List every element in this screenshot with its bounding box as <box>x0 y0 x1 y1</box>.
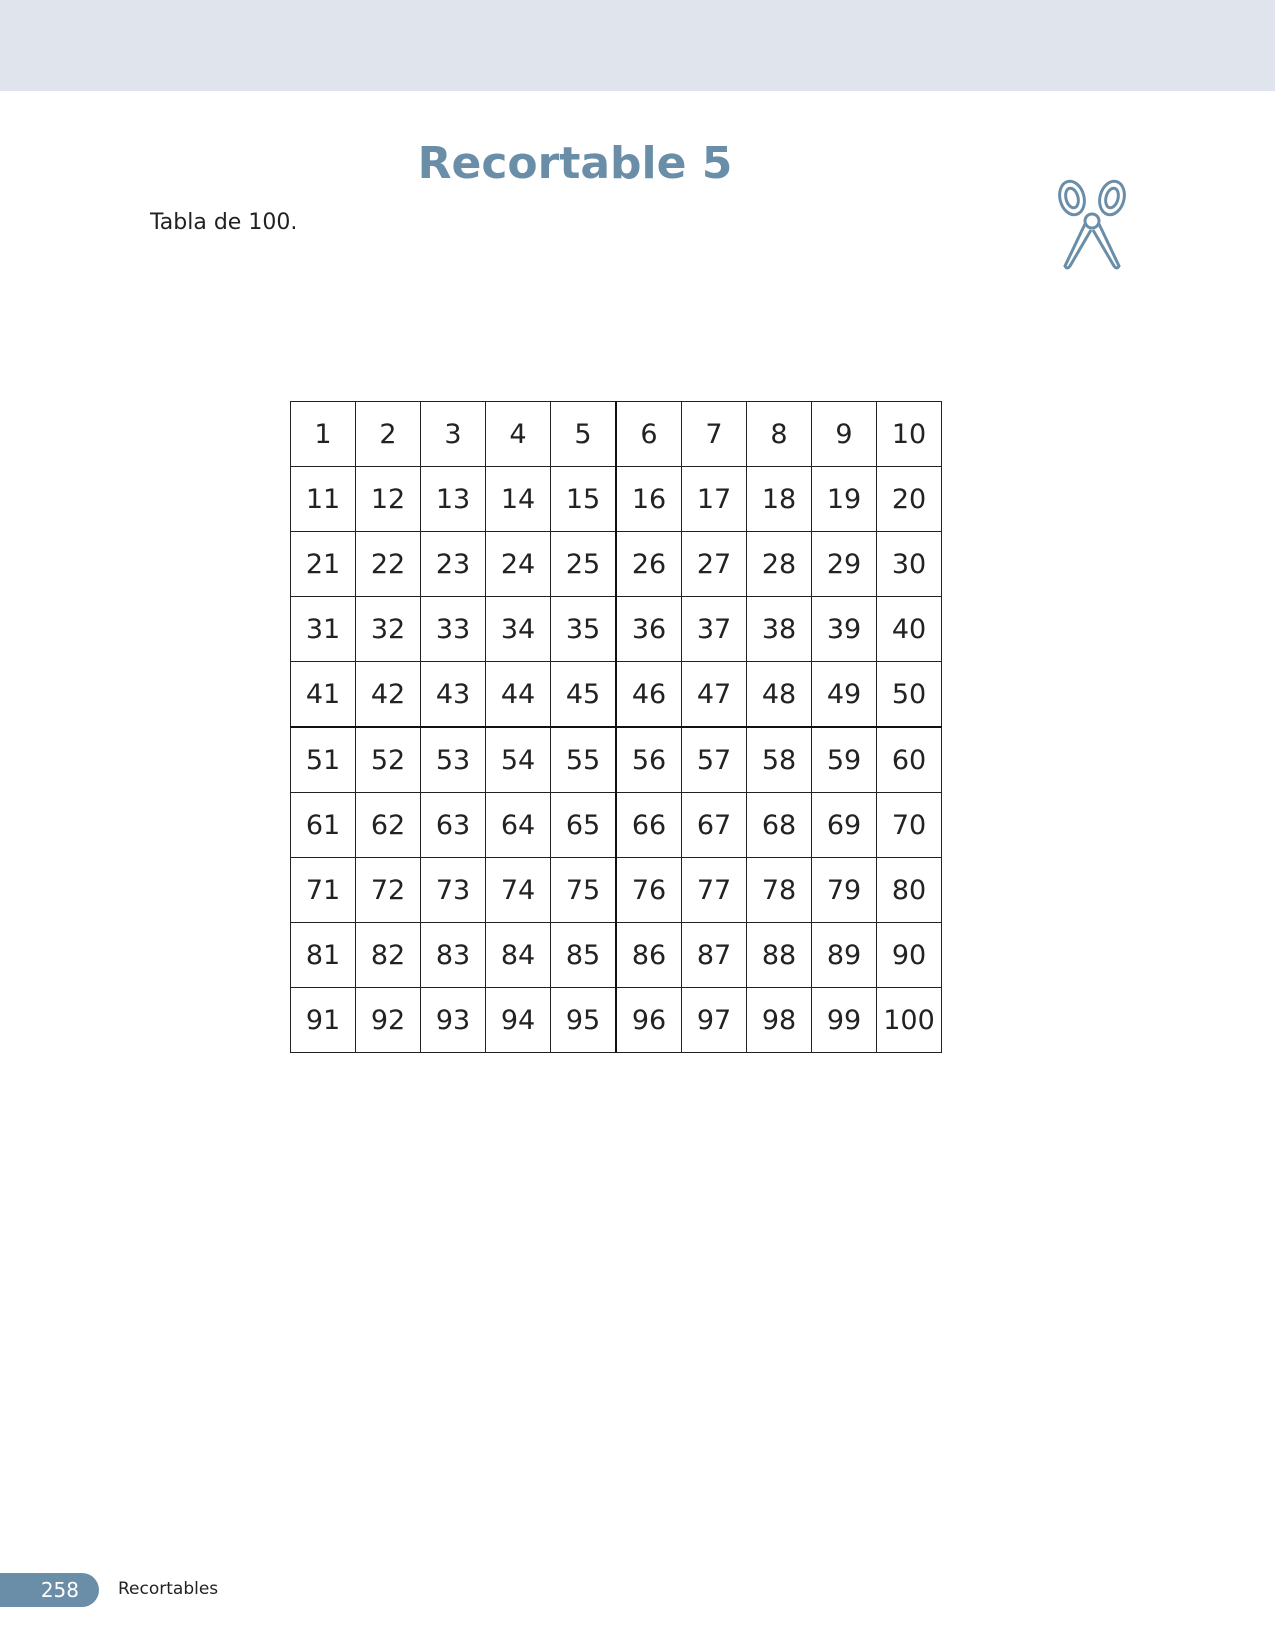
table-cell: 98 <box>747 988 812 1053</box>
table-cell: 71 <box>291 858 356 923</box>
table-cell: 13 <box>421 467 486 532</box>
table-cell: 66 <box>616 793 682 858</box>
table-cell: 80 <box>877 858 942 923</box>
table-cell: 7 <box>682 402 747 467</box>
table-cell: 31 <box>291 597 356 662</box>
table-cell: 26 <box>616 532 682 597</box>
table-cell: 19 <box>812 467 877 532</box>
table-cell: 92 <box>356 988 421 1053</box>
section-label: Recortables <box>118 1579 219 1599</box>
table-cell: 35 <box>551 597 617 662</box>
table-cell: 48 <box>747 662 812 728</box>
table-cell: 77 <box>682 858 747 923</box>
page-number: 258 <box>0 1573 99 1607</box>
scissors-icon <box>1055 178 1129 273</box>
table-row <box>291 532 942 597</box>
table-cell: 34 <box>486 597 551 662</box>
table-row <box>291 858 942 923</box>
table-cell: 78 <box>747 858 812 923</box>
table-cell: 29 <box>812 532 877 597</box>
table-cell: 43 <box>421 662 486 728</box>
table-cell: 9 <box>812 402 877 467</box>
table-cell: 79 <box>812 858 877 923</box>
table-row <box>291 727 942 793</box>
table-cell: 72 <box>356 858 421 923</box>
table-cell: 45 <box>551 662 617 728</box>
table-cell: 74 <box>486 858 551 923</box>
table-row <box>291 793 942 858</box>
table-cell: 42 <box>356 662 421 728</box>
table-cell: 10 <box>877 402 942 467</box>
table-cell: 6 <box>616 402 682 467</box>
table-cell: 99 <box>812 988 877 1053</box>
table-cell: 40 <box>877 597 942 662</box>
page-subtitle: Tabla de 100. <box>150 210 298 235</box>
table-cell: 94 <box>486 988 551 1053</box>
table-cell: 23 <box>421 532 486 597</box>
table-cell: 54 <box>486 727 551 793</box>
table-cell: 64 <box>486 793 551 858</box>
table-cell: 96 <box>616 988 682 1053</box>
table-cell: 33 <box>421 597 486 662</box>
table-cell: 14 <box>486 467 551 532</box>
table-cell: 91 <box>291 988 356 1053</box>
table-cell: 37 <box>682 597 747 662</box>
table-cell: 2 <box>356 402 421 467</box>
table-cell: 85 <box>551 923 617 988</box>
table-cell: 39 <box>812 597 877 662</box>
table-cell: 97 <box>682 988 747 1053</box>
table-cell: 70 <box>877 793 942 858</box>
table-cell: 38 <box>747 597 812 662</box>
table-cell: 20 <box>877 467 942 532</box>
table-cell: 75 <box>551 858 617 923</box>
table-cell: 90 <box>877 923 942 988</box>
table-cell: 36 <box>616 597 682 662</box>
top-band <box>0 0 1275 91</box>
table-cell: 73 <box>421 858 486 923</box>
table-cell: 62 <box>356 793 421 858</box>
table-cell: 81 <box>291 923 356 988</box>
table-cell: 18 <box>747 467 812 532</box>
table-cell: 22 <box>356 532 421 597</box>
table-cell: 89 <box>812 923 877 988</box>
table-row <box>291 662 942 728</box>
table-cell: 25 <box>551 532 617 597</box>
table-cell: 30 <box>877 532 942 597</box>
table-cell: 60 <box>877 727 942 793</box>
table-cell: 95 <box>551 988 617 1053</box>
table-cell: 50 <box>877 662 942 728</box>
table-cell: 16 <box>616 467 682 532</box>
table-cell: 88 <box>747 923 812 988</box>
table-cell: 51 <box>291 727 356 793</box>
table-cell: 55 <box>551 727 617 793</box>
table-row <box>291 988 942 1053</box>
table-row <box>291 402 942 467</box>
table-cell: 41 <box>291 662 356 728</box>
table-cell: 82 <box>356 923 421 988</box>
table-cell: 83 <box>421 923 486 988</box>
table-cell: 58 <box>747 727 812 793</box>
table-cell: 65 <box>551 793 617 858</box>
page-title: Recortable 5 <box>417 138 733 189</box>
table-cell: 67 <box>682 793 747 858</box>
table-row <box>291 467 942 532</box>
table-cell: 46 <box>616 662 682 728</box>
table-cell: 5 <box>551 402 617 467</box>
table-cell: 76 <box>616 858 682 923</box>
table-row <box>291 597 942 662</box>
table-cell: 61 <box>291 793 356 858</box>
table-cell: 17 <box>682 467 747 532</box>
table-cell: 24 <box>486 532 551 597</box>
hundred-table <box>290 401 942 1053</box>
table-cell: 52 <box>356 727 421 793</box>
table-cell: 11 <box>291 467 356 532</box>
table-cell: 44 <box>486 662 551 728</box>
table-cell: 63 <box>421 793 486 858</box>
table-cell: 57 <box>682 727 747 793</box>
table-cell: 27 <box>682 532 747 597</box>
table-cell: 84 <box>486 923 551 988</box>
table-cell: 93 <box>421 988 486 1053</box>
table-cell: 59 <box>812 727 877 793</box>
table-cell: 4 <box>486 402 551 467</box>
table-cell: 8 <box>747 402 812 467</box>
table-cell: 12 <box>356 467 421 532</box>
table-cell: 49 <box>812 662 877 728</box>
table-cell: 47 <box>682 662 747 728</box>
table-cell: 56 <box>616 727 682 793</box>
table-cell: 15 <box>551 467 617 532</box>
table-cell: 69 <box>812 793 877 858</box>
table-cell: 21 <box>291 532 356 597</box>
table-cell: 87 <box>682 923 747 988</box>
table-cell: 68 <box>747 793 812 858</box>
table-cell: 86 <box>616 923 682 988</box>
table-cell: 28 <box>747 532 812 597</box>
table-cell: 53 <box>421 727 486 793</box>
table-cell: 100 <box>877 988 942 1053</box>
table-cell: 32 <box>356 597 421 662</box>
table-cell: 1 <box>291 402 356 467</box>
table-cell: 3 <box>421 402 486 467</box>
table-row <box>291 923 942 988</box>
